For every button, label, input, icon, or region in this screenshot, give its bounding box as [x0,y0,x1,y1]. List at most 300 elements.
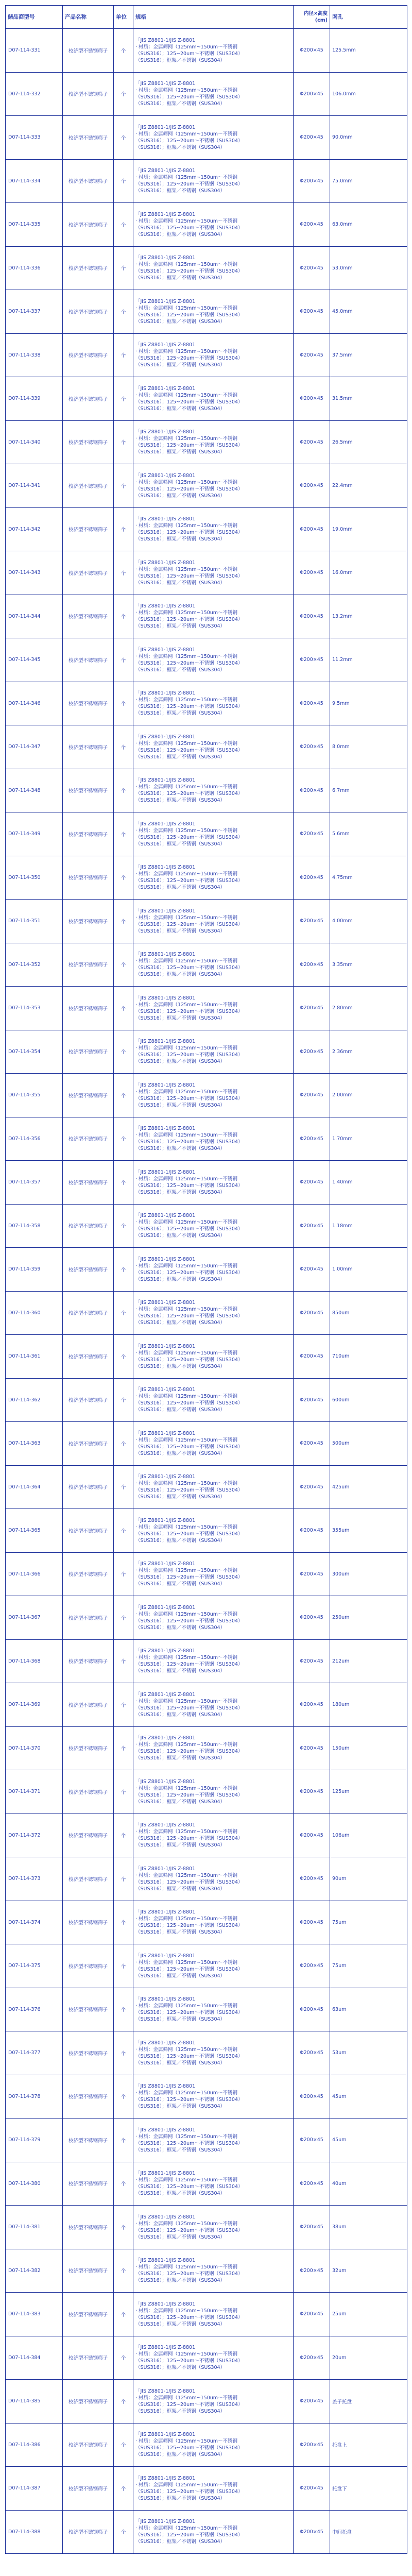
table-row [6,2380,407,2424]
cell-code: D07-114-381 [6,2206,63,2249]
table-row [6,2075,407,2119]
spec-line-4: （SUS316）；框架／不锈钢（SUS304） [135,1494,226,1500]
spec-line-1: 「JIS Z8801-1/JIS Z-8801 [135,1126,196,1132]
cell-mesh: 710um [330,1335,407,1379]
header-dims-line1: 内径×高度 [304,11,328,16]
cell-mesh: 4.00mm [330,900,407,943]
cell-code: D07-114-382 [6,2249,63,2293]
cell-unit: 个 [114,1552,133,1596]
spec-line-1: 「JIS Z8801-1/JIS Z-8801 [135,603,196,609]
cell-mesh: 托盘下 [330,2467,407,2511]
cell-name: 校济型不锈钢筛子 [63,159,114,203]
cell-code: D07-114-336 [6,246,63,290]
cell-code: D07-114-378 [6,2075,63,2119]
cell-code: D07-114-387 [6,2467,63,2511]
cell-mesh: 45um [330,2075,407,2119]
spec-line-4: （SUS316）；框架／不锈钢（SUS304） [135,1755,226,1761]
spec-line-3: （SUS316）；125~20um～不锈钢（SUS304） [135,2053,243,2059]
cell-unit: 个 [114,987,133,1030]
table-row [6,29,407,73]
cell-code: D07-114-369 [6,1683,63,1727]
spec-line-4: （SUS316）；框架／不锈钢（SUS304） [135,710,226,717]
cell-code: D07-114-332 [6,72,63,116]
cell-spec [133,769,294,812]
spec-line-4: （SUS316）；框架／不锈钢（SUS304） [135,536,226,543]
cell-name: 校济型不锈钢筛子 [63,246,114,290]
spec-line-3: （SUS316）；125~20um～不锈钢（SUS304） [135,1400,243,1406]
cell-spec [133,1378,294,1422]
table-row [6,377,407,421]
cell-unit: 个 [114,2510,133,2554]
cell-dims: Φ200×45 [294,1726,330,1770]
cell-dims: Φ200×45 [294,2510,330,2554]
cell-mesh: 2.80mm [330,987,407,1030]
cell-mesh: 300um [330,1552,407,1596]
spec-line-4: （SUS316）；框架／不锈钢（SUS304） [135,1537,226,1544]
cell-name: 校济型不锈钢筛子 [63,290,114,334]
cell-mesh: 盖子托盘 [330,2380,407,2424]
cell-mesh: 53.0mm [330,246,407,290]
cell-dims: Φ200×45 [294,1944,330,1988]
cell-dims: Φ200×45 [294,377,330,421]
table-row [6,1161,407,1205]
spec-line-4: （SUS316）；框架／不锈钢（SUS304） [135,1015,226,1021]
cell-name: 校济型不锈钢筛子 [63,2380,114,2424]
cell-mesh: 4.75mm [330,856,407,900]
cell-dims: Φ200×45 [294,1988,330,2031]
cell-dims: Φ200×45 [294,551,330,595]
spec-line-2: · 材质：金属筛网（125mm~150um～不锈钢 [135,697,238,703]
spec-line-4: （SUS316）；框架／不锈钢（SUS304） [135,362,226,368]
cell-name: 校济型不锈钢筛子 [63,900,114,943]
spec-line-2: · 材质：金属筛网（125mm~150um～不锈钢 [135,914,238,921]
spec-line-2: · 材质：金属筛网（125mm~150um～不锈钢 [135,1263,238,1269]
spec-line-1: 「JIS Z8801-1/JIS Z-8801 [135,1169,196,1175]
table-row [6,1988,407,2031]
cell-code: D07-114-340 [6,420,63,464]
spec-line-2: · 材质：金属筛网（125mm~150um～不锈钢 [135,958,238,964]
cell-dims: Φ200×45 [294,72,330,116]
table-row [6,333,407,377]
spec-line-1: 「JIS Z8801-1/JIS Z-8801 [135,2519,196,2525]
cell-unit: 个 [114,1422,133,1466]
cell-name: 校济型不锈钢筛子 [63,638,114,682]
spec-line-3: （SUS316）；125~20um～不锈钢（SUS304） [135,747,243,753]
cell-mesh: 38um [330,2206,407,2249]
cell-dims: Φ200×45 [294,1248,330,1292]
cell-code: D07-114-383 [6,2293,63,2336]
cell-name: 校济型不锈钢筛子 [63,420,114,464]
cell-name: 校济型不锈钢筛子 [63,1378,114,1422]
spec-line-2: · 材质：金属筛网（125mm~150um～不锈钢 [135,479,238,485]
spec-line-2: · 材质：金属筛网（125mm~150um～不锈钢 [135,2482,238,2488]
table-row [6,290,407,334]
spec-line-2: · 材质：金属筛网（125mm~150um～不锈钢 [135,1524,238,1530]
spec-line-1: 「JIS Z8801-1/JIS Z-8801 [135,2214,196,2220]
cell-spec [133,29,294,73]
cell-name: 校济型不锈钢筛子 [63,682,114,725]
cell-dims: Φ200×45 [294,1683,330,1727]
spec-line-2: · 材质：金属筛网（125mm~150um～不锈钢 [135,2221,238,2227]
table-row [6,1596,407,1640]
cell-unit: 个 [114,377,133,421]
table-row [6,638,407,682]
spec-line-1: 「JIS Z8801-1/JIS Z-8801 [135,472,196,479]
cell-unit: 个 [114,900,133,943]
cell-spec [133,377,294,421]
cell-spec [133,1248,294,1292]
spec-line-1: 「JIS Z8801-1/JIS Z-8801 [135,168,196,174]
cell-dims: Φ200×45 [294,1857,330,1901]
spec-line-3: （SUS316）；125~20um～不锈钢（SUS304） [135,2227,243,2233]
spec-line-1: 「JIS Z8801-1/JIS Z-8801 [135,211,196,217]
spec-line-2: · 材质：金属筛网（125mm~150um～不锈钢 [135,1045,238,1052]
table-row [6,1770,407,1814]
cell-dims: Φ200×45 [294,159,330,203]
cell-mesh: 2.36mm [330,1030,407,1074]
cell-dims: Φ200×45 [294,900,330,943]
spec-line-3: （SUS316）；125~20um～不锈钢（SUS304） [135,1749,243,1755]
cell-mesh: 75.0mm [330,159,407,203]
cell-mesh: 25um [330,2293,407,2336]
spec-line-2: · 材质：金属筛网（125mm~150um～不锈钢 [135,1611,238,1617]
cell-code: D07-114-337 [6,290,63,334]
spec-line-3: （SUS316）；125~20um～不锈钢（SUS304） [135,1792,243,1798]
spec-line-2: · 材质：金属筛网（125mm~150um～不锈钢 [135,1219,238,1226]
spec-line-1: 「JIS Z8801-1/JIS Z-8801 [135,647,196,653]
spec-line-4: （SUS316）；框架／不锈钢（SUS304） [135,1450,226,1456]
cell-dims: Φ200×45 [294,116,330,160]
spec-line-1: 「JIS Z8801-1/JIS Z-8801 [135,2388,196,2394]
spec-line-4: （SUS316）；框架／不锈钢（SUS304） [135,2191,226,2197]
cell-spec [133,1857,294,1901]
spec-line-3: （SUS316）；125~20um～不锈钢（SUS304） [135,1444,243,1450]
cell-unit: 个 [114,2336,133,2380]
spec-line-1: 「JIS Z8801-1/JIS Z-8801 [135,2040,196,2046]
table-row [6,507,407,551]
spec-line-3: （SUS316）；125~20um～不锈钢（SUS304） [135,1357,243,1363]
spec-line-1: 「JIS Z8801-1/JIS Z-8801 [135,2301,196,2307]
cell-name: 校济型不锈钢筛子 [63,507,114,551]
cell-unit: 个 [114,2206,133,2249]
spec-line-4: （SUS316）；框架／不锈钢（SUS304） [135,1929,226,1936]
cell-mesh: 11.2mm [330,638,407,682]
table-row [6,1726,407,1770]
table-row [6,769,407,812]
spec-line-1: 「JIS Z8801-1/JIS Z-8801 [135,1039,196,1045]
cell-name: 校济型不锈钢筛子 [63,769,114,812]
cell-mesh: 75um [330,1944,407,1988]
cell-unit: 个 [114,1074,133,1117]
cell-unit: 个 [114,725,133,769]
cell-name: 校济型不锈钢筛子 [63,1204,114,1248]
cell-code: D07-114-375 [6,1944,63,1988]
cell-spec [133,1030,294,1074]
spec-line-2: · 材质：金属筛网（125mm~150um～不锈钢 [135,653,238,659]
cell-mesh: 2.00mm [330,1074,407,1117]
cell-dims: Φ200×45 [294,1552,330,1596]
spec-line-2: · 材质：金属筛网（125mm~150um～不锈钢 [135,1350,238,1356]
spec-line-3: （SUS316）；125~20um～不锈钢（SUS304） [135,1269,243,1276]
cell-spec [133,1422,294,1466]
spec-line-4: （SUS316）；框架／不锈钢（SUS304） [135,972,226,978]
table-row [6,1074,407,1117]
table-row [6,1117,407,1161]
spec-line-2: · 材质：金属筛网（125mm~150um～不锈钢 [135,2438,238,2445]
table-row [6,1291,407,1335]
spec-line-1: 「JIS Z8801-1/JIS Z-8801 [135,385,196,392]
cell-dims: Φ200×45 [294,2031,330,2075]
cell-dims: Φ200×45 [294,464,330,508]
spec-line-1: 「JIS Z8801-1/JIS Z-8801 [135,2432,196,2438]
cell-spec [133,856,294,900]
spec-line-2: · 材质：金属筛网（125mm~150um～不锈钢 [135,1916,238,1922]
header-name: 产品名称 [63,6,114,29]
spec-line-2: · 材质：金属筛网（125mm~150um～不锈钢 [135,1002,238,1008]
spec-line-2: · 材质：金属筛网（125mm~150um～不锈钢 [135,1829,238,1835]
cell-name: 校济型不锈钢筛子 [63,1509,114,1553]
spec-line-4: （SUS316）；框架／不锈钢（SUS304） [135,1842,226,1849]
spec-line-2: · 材质：金属筛网（125mm~150um～不锈钢 [135,1872,238,1878]
cell-spec [133,2467,294,2511]
cell-name: 校济型不锈钢筛子 [63,856,114,900]
spec-line-2: · 材质：金属筛网（125mm~150um～不锈钢 [135,566,238,572]
spec-line-4: （SUS316）；框架／不锈钢（SUS304） [135,1711,226,1718]
spec-line-1: 「JIS Z8801-1/JIS Z-8801 [135,81,196,87]
cell-spec [133,1814,294,1857]
cell-name: 校济型不锈钢筛子 [63,116,114,160]
table-row [6,2119,407,2162]
cell-name: 校济型不锈钢筛子 [63,1117,114,1161]
cell-name: 校济型不锈钢筛子 [63,333,114,377]
spec-line-3: （SUS316）；125~20um～不锈钢（SUS304） [135,355,243,362]
header-mesh: 网孔 [330,6,407,29]
cell-dims: Φ200×45 [294,1335,330,1379]
cell-mesh: 63.0mm [330,203,407,247]
cell-mesh: 125um [330,1770,407,1814]
cell-code: D07-114-350 [6,856,63,900]
spec-line-1: 「JIS Z8801-1/JIS Z-8801 [135,1778,196,1785]
table-row [6,246,407,290]
spec-line-3: （SUS316）；125~20um～不锈钢（SUS304） [135,1139,243,1145]
cell-name: 校济型不锈钢筛子 [63,464,114,508]
cell-code: D07-114-335 [6,203,63,247]
spec-line-2: · 材质：金属筛网（125mm~150um～不锈钢 [135,2264,238,2270]
cell-unit: 个 [114,1117,133,1161]
cell-code: D07-114-351 [6,900,63,943]
spec-line-2: · 材质：金属筛网（125mm~150um～不锈钢 [135,1698,238,1704]
spec-line-3: （SUS316）；125~20um～不锈钢（SUS304） [135,2271,243,2277]
cell-spec [133,464,294,508]
spec-line-4: （SUS316）；框架／不锈钢（SUS304） [135,188,226,194]
table-row [6,2249,407,2293]
header-dims [294,6,330,29]
table-row [6,203,407,247]
spec-line-2: · 材质：金属筛网（125mm~150um～不锈钢 [135,1785,238,1791]
cell-mesh: 26.5mm [330,420,407,464]
cell-dims: Φ200×45 [294,1378,330,1422]
cell-mesh: 19.0mm [330,507,407,551]
spec-line-2: · 材质：金属筛网（125mm~150um～不锈钢 [135,1742,238,1748]
spec-line-2: · 材质：金属筛网（125mm~150um～不锈钢 [135,784,238,790]
cell-spec [133,507,294,551]
spec-line-4: （SUS316）；框架／不锈钢（SUS304） [135,2321,226,2327]
spec-line-4: （SUS316）；框架／不锈钢（SUS304） [135,493,226,499]
cell-name: 校济型不锈钢筛子 [63,1335,114,1379]
cell-unit: 个 [114,2467,133,2511]
table-row [6,812,407,856]
spec-line-3: （SUS316）；125~20um～不锈钢（SUS304） [135,2445,243,2451]
spec-line-1: 「JIS Z8801-1/JIS Z-8801 [135,2083,196,2090]
table-row [6,1422,407,1466]
cell-spec [133,1509,294,1553]
spec-line-1: 「JIS Z8801-1/JIS Z-8801 [135,1822,196,1828]
cell-spec [133,116,294,160]
cell-unit: 个 [114,1509,133,1553]
spec-line-3: （SUS316）；125~20um～不锈钢（SUS304） [135,1095,243,1101]
table-row [6,2336,407,2380]
spec-line-4: （SUS316）；框架／不锈钢（SUS304） [135,2452,226,2458]
table-row [6,2293,407,2336]
cell-mesh: 45um [330,2119,407,2162]
cell-mesh: 托盘上 [330,2423,407,2467]
cell-mesh: 37.5mm [330,333,407,377]
cell-name: 校济型不锈钢筛子 [63,1726,114,1770]
cell-name: 校济型不锈钢筛子 [63,1291,114,1335]
product-table [5,5,407,2554]
cell-spec [133,682,294,725]
cell-spec [133,900,294,943]
cell-name: 校济型不锈钢筛子 [63,725,114,769]
spec-line-3: （SUS316）；125~20um～不锈钢（SUS304） [135,1008,243,1014]
spec-line-1: 「JIS Z8801-1/JIS Z-8801 [135,1343,196,1349]
cell-name: 校济型不锈钢筛子 [63,1770,114,1814]
spec-line-3: （SUS316）；125~20um～不锈钢（SUS304） [135,225,243,231]
cell-spec [133,2510,294,2554]
spec-line-2: · 材质：金属筛网（125mm~150um～不锈钢 [135,2526,238,2532]
cell-code: D07-114-346 [6,682,63,725]
spec-line-4: （SUS316）；框架／不锈钢（SUS304） [135,2234,226,2240]
cell-code: D07-114-341 [6,464,63,508]
spec-line-1: 「JIS Z8801-1/JIS Z-8801 [135,821,196,827]
cell-code: D07-114-355 [6,1074,63,1117]
header-unit: 单位 [114,6,133,29]
cell-spec [133,1074,294,1117]
spec-line-4: （SUS316）；框架／不锈钢（SUS304） [135,667,226,673]
table-row [6,1248,407,1292]
cell-code: D07-114-368 [6,1639,63,1683]
spec-line-1: 「JIS Z8801-1/JIS Z-8801 [135,1953,196,1959]
spec-line-3: （SUS316）；125~20um～不锈钢（SUS304） [135,1966,243,1972]
table-row [6,420,407,464]
cell-code: D07-114-338 [6,333,63,377]
cell-code: D07-114-388 [6,2510,63,2554]
spec-line-1: 「JIS Z8801-1/JIS Z-8801 [135,124,196,130]
spec-line-2: · 材质：金属筛网（125mm~150um～不锈钢 [135,349,238,355]
spec-line-3: （SUS316）；125~20um～不锈钢（SUS304） [135,2097,243,2103]
cell-mesh: 6.7mm [330,769,407,812]
cell-code: D07-114-374 [6,1901,63,1944]
header-row [6,6,407,29]
cell-code: D07-114-357 [6,1161,63,1205]
cell-spec [133,1465,294,1509]
spec-line-2: · 材质：金属筛网（125mm~150um～不锈钢 [135,2395,238,2401]
spec-line-3: （SUS316）；125~20um～不锈钢（SUS304） [135,1618,243,1624]
spec-line-2: · 材质：金属筛网（125mm~150um～不锈钢 [135,1481,238,1487]
cell-spec [133,551,294,595]
cell-dims: Φ200×45 [294,1639,330,1683]
spec-line-3: （SUS316）；125~20um～不锈钢（SUS304） [135,312,243,318]
cell-dims: Φ200×45 [294,2075,330,2119]
cell-name: 校济型不锈钢筛子 [63,1552,114,1596]
cell-unit: 个 [114,2031,133,2075]
table-row [6,682,407,725]
cell-name: 校济型不锈钢筛子 [63,1857,114,1901]
spec-line-1: 「JIS Z8801-1/JIS Z-8801 [135,2171,196,2177]
cell-name: 校济型不锈钢筛子 [63,2119,114,2162]
cell-dims: Φ200×45 [294,290,330,334]
table-row [6,1639,407,1683]
spec-line-4: （SUS316）；框架／不锈钢（SUS304） [135,1581,226,1587]
spec-line-4: （SUS316）；框架／不锈钢（SUS304） [135,754,226,760]
spec-line-2: · 材质：金属筛网（125mm~150um～不锈钢 [135,1568,238,1574]
spec-line-4: （SUS316）；框架／不锈钢（SUS304） [135,2104,226,2110]
cell-mesh: 1.70mm [330,1117,407,1161]
spec-line-4: （SUS316）；框架／不锈钢（SUS304） [135,580,226,586]
spec-line-3: （SUS316）；125~20um～不锈钢（SUS304） [135,1226,243,1232]
cell-name: 校济型不锈钢筛子 [63,2423,114,2467]
spec-line-1: 「JIS Z8801-1/JIS Z-8801 [135,690,196,697]
spec-line-1: 「JIS Z8801-1/JIS Z-8801 [135,734,196,740]
cell-spec [133,2336,294,2380]
cell-mesh: 355um [330,1509,407,1553]
cell-spec [133,2162,294,2206]
spec-line-3: （SUS316）；125~20um～不锈钢（SUS304） [135,2401,243,2408]
cell-code: D07-114-349 [6,812,63,856]
cell-unit: 个 [114,769,133,812]
cell-spec [133,290,294,334]
cell-dims: Φ200×45 [294,1770,330,1814]
cell-dims: Φ200×45 [294,769,330,812]
spec-line-3: （SUS316）；125~20um～不锈钢（SUS304） [135,181,243,188]
cell-spec [133,725,294,769]
spec-line-3: （SUS316）；125~20um～不锈钢（SUS304） [135,2358,243,2364]
spec-line-1: 「JIS Z8801-1/JIS Z-8801 [135,429,196,435]
spec-line-2: · 材质：金属筛网（125mm~150um～不锈钢 [135,305,238,311]
cell-unit: 个 [114,72,133,116]
cell-spec [133,1552,294,1596]
cell-code: D07-114-347 [6,725,63,769]
cell-mesh: 40um [330,2162,407,2206]
cell-code: D07-114-343 [6,551,63,595]
spec-line-3: （SUS316）；125~20um～不锈钢（SUS304） [135,1052,243,1058]
table-row [6,551,407,595]
cell-unit: 个 [114,2249,133,2293]
cell-code: D07-114-366 [6,1552,63,1596]
spec-line-1: 「JIS Z8801-1/JIS Z-8801 [135,908,196,914]
cell-mesh: 16.0mm [330,551,407,595]
cell-mesh: 13.2mm [330,595,407,638]
cell-unit: 个 [114,507,133,551]
spec-line-3: （SUS316）；125~20um～不锈钢（SUS304） [135,1313,243,1319]
spec-line-2: · 材质：金属筛网（125mm~150um～不锈钢 [135,2046,238,2053]
table-row [6,1857,407,1901]
cell-code: D07-114-358 [6,1204,63,1248]
spec-line-1: 「JIS Z8801-1/JIS Z-8801 [135,37,196,43]
spec-line-3: （SUS316）；125~20um～不锈钢（SUS304） [135,138,243,144]
cell-dims: Φ200×45 [294,682,330,725]
cell-code: D07-114-353 [6,987,63,1030]
